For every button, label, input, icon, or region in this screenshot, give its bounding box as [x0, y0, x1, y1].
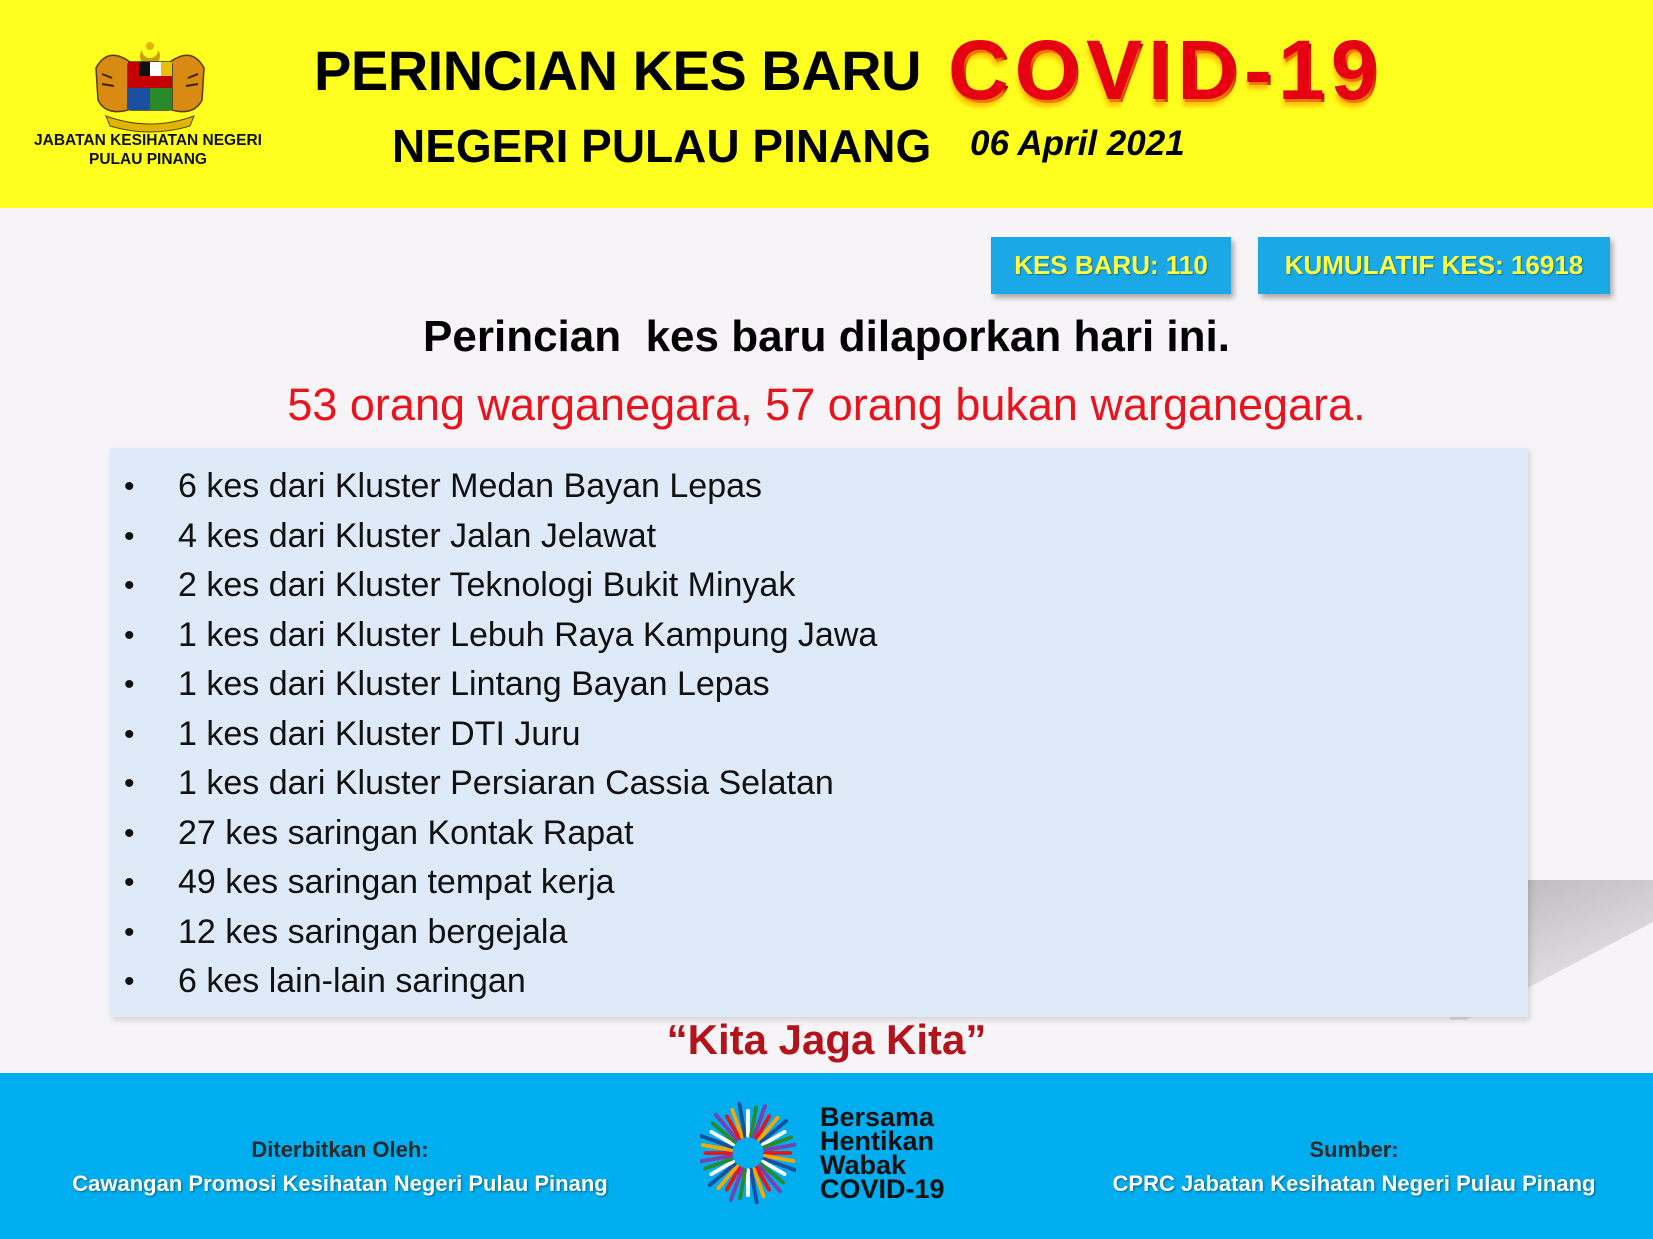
- publisher-block: [40, 1133, 640, 1201]
- report-date: 06 April 2021: [970, 124, 1185, 163]
- bullet-icon: •: [124, 717, 135, 751]
- organization-name-line2: PULAU PINANG: [89, 151, 207, 168]
- bullet-icon: •: [124, 915, 135, 949]
- header-banner: [0, 0, 1653, 208]
- bullet-icon: •: [124, 668, 135, 701]
- case-list: [110, 448, 1528, 1007]
- list-item: [110, 512, 1528, 562]
- list-item: [110, 710, 1528, 760]
- bullet-icon: •: [124, 569, 135, 602]
- list-item-text: 6 kes lain-lain saringan: [178, 962, 526, 1000]
- bullet-icon: •: [124, 866, 135, 899]
- list-item-text: 1 kes dari Kluster DTI Juru: [178, 714, 581, 753]
- footer-banner: [0, 1073, 1653, 1239]
- bullet-icon: •: [124, 519, 135, 553]
- list-item-text: 1 kes dari Kluster Lintang Bayan Lepas: [178, 665, 770, 703]
- list-item: [110, 759, 1528, 809]
- list-item: [110, 462, 1528, 512]
- publisher-name: Cawangan Promosi Kesihatan Negeri Pulau Pinang: [72, 1171, 608, 1196]
- list-item: [110, 908, 1528, 958]
- source-name: CPRC Jabatan Kesihatan Negeri Pulau Pinang: [1112, 1171, 1596, 1196]
- campaign-slogan: [820, 1102, 945, 1204]
- campaign-line3: Wabak: [820, 1150, 907, 1180]
- list-item-text: 2 kes dari Kluster Teknologi Bukit Minyak: [178, 566, 796, 604]
- publisher-label: Diterbitkan Oleh:: [251, 1137, 429, 1162]
- list-item-text: 27 kes saringan Kontak Rapat: [178, 813, 634, 852]
- starburst-campaign-icon: [700, 1097, 796, 1209]
- bullet-icon: •: [124, 618, 135, 652]
- list-item: [110, 858, 1528, 908]
- source-block: [1080, 1133, 1628, 1201]
- page-title: PERINCIAN KES BARU: [314, 39, 922, 102]
- list-item-text: 6 kes dari Kluster Medan Bayan Lepas: [178, 467, 763, 505]
- case-breakdown-panel: [110, 448, 1528, 1017]
- campaign-line4: COVID-19: [820, 1174, 945, 1204]
- cumulative-cases-badge: KUMULATIF KES: 16918: [1258, 237, 1610, 294]
- state-title: NEGERI PULAU PINANG: [392, 120, 932, 172]
- list-item-text: 4 kes dari Kluster Jalan Jelawat: [178, 516, 657, 555]
- bullet-icon: •: [124, 965, 135, 998]
- bullet-icon: •: [124, 816, 135, 850]
- details-heading: Perincian kes baru dilaporkan hari ini.: [423, 312, 1230, 361]
- organization-name: [10, 131, 286, 169]
- list-item-text: 1 kes dari Kluster Persiaran Cassia Selatan: [178, 764, 834, 802]
- organization-name-line1: JABATAN KESIHATAN NEGERI: [34, 132, 262, 149]
- campaign-line2: Hentikan: [820, 1126, 935, 1156]
- bullet-icon: •: [124, 470, 135, 503]
- slogan: “Kita Jaga Kita”: [666, 1016, 987, 1063]
- list-item: [110, 957, 1528, 1007]
- source-label: Sumber:: [1309, 1137, 1399, 1162]
- list-item: [110, 561, 1528, 611]
- covid-title: COVID-19: [948, 23, 1384, 117]
- list-item: [110, 611, 1528, 661]
- bullet-icon: •: [124, 767, 135, 800]
- new-cases-badge: KES BARU: 110: [991, 237, 1231, 294]
- coat-of-arms-icon: [88, 38, 212, 134]
- list-item-text: 49 kes saringan tempat kerja: [178, 863, 615, 901]
- citizenship-breakdown: 53 orang warganegara, 57 orang bukan warganegara.: [287, 379, 1366, 430]
- list-item: [110, 660, 1528, 710]
- list-item-text: 1 kes dari Kluster Lebuh Raya Kampung Jawa: [178, 615, 878, 654]
- list-item-text: 12 kes saringan bergejala: [178, 912, 568, 951]
- list-item: [110, 809, 1528, 859]
- campaign-line1: Bersama: [820, 1102, 935, 1132]
